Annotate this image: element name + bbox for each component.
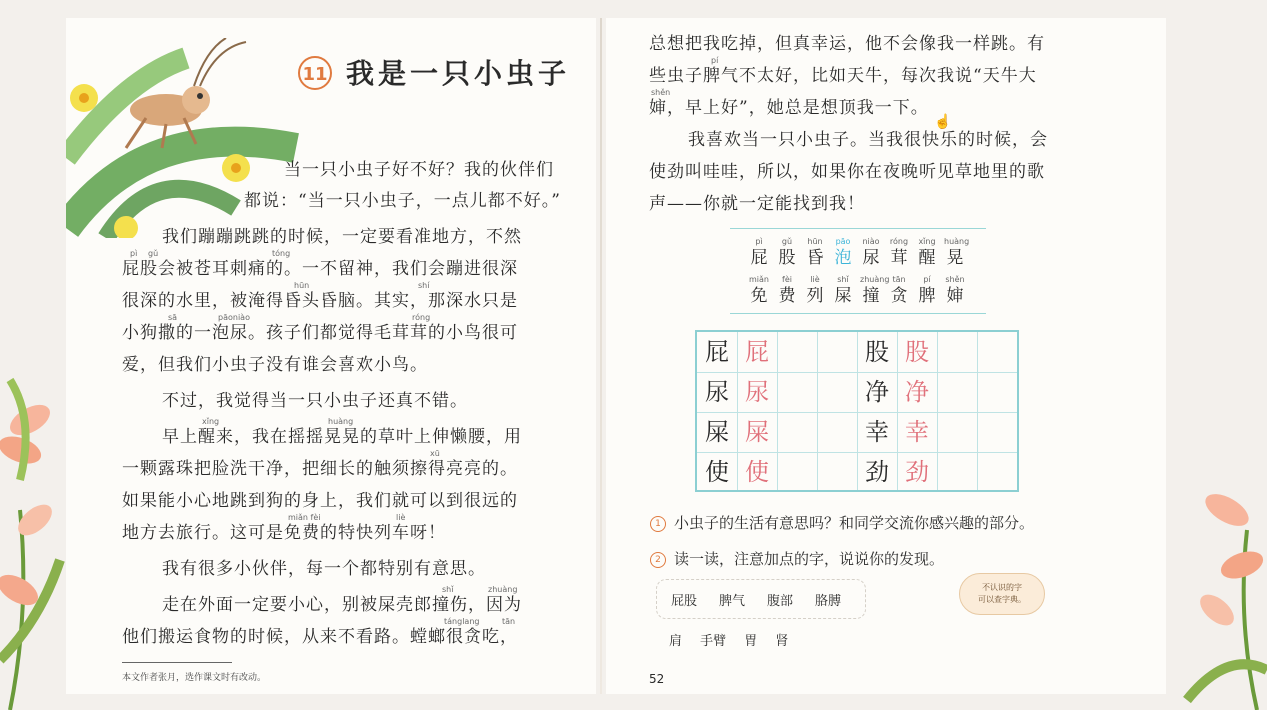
vocabulary-row-2 (748, 275, 966, 306)
word-group-2: 肩 手臂 胃 肾 (669, 634, 789, 649)
vocab-pinyin: shǐ (837, 275, 849, 284)
vocab-pinyin: pāo (835, 237, 851, 246)
vocab-pinyin: tān (892, 275, 906, 284)
grid-model-character: 幸 (865, 418, 889, 446)
question-2-text: 读一读，注意加点的字，说说你的发现。 (674, 550, 945, 568)
vocab-item (944, 275, 966, 306)
vocab-item (944, 237, 970, 268)
left-line-text: 一颗露珠把脸洗干净，把细长的触须擦得亮亮的。 (122, 459, 518, 479)
vocab-character: 费 (778, 286, 796, 306)
grid-model-character: 尿 (705, 378, 729, 406)
vocab-character: 撞 (862, 286, 880, 306)
grid-trace-character: 幸 (905, 418, 929, 446)
vocab-item (860, 275, 890, 306)
lesson-number-badge: 11 (298, 56, 332, 90)
word-item: 脾气 (719, 594, 746, 609)
pinyin-annotation: sā (168, 313, 178, 322)
right-line-text: 我喜欢当一只小虫子。当我很快乐的时候，会 (688, 130, 1048, 150)
vocab-character: 贪 (890, 286, 908, 306)
vocab-character: 股 (778, 248, 796, 268)
left-line-1 (284, 160, 554, 180)
vocab-character: 脾 (918, 286, 936, 306)
right-line-1 (649, 34, 1045, 54)
pinyin-annotation: tóng (272, 249, 291, 258)
grid-trace-character: 屎 (745, 418, 769, 446)
vocab-character: 屎 (834, 286, 852, 306)
left-line-text: 我有很多小伙伴，每一个都特别有意思。 (162, 559, 486, 579)
grid-line (937, 332, 938, 490)
left-line-2 (244, 191, 561, 211)
vocab-pinyin: róng (889, 237, 909, 246)
left-line-text: 早上醒来，我在摇摇晃晃的草叶上伸懒腰，用 (162, 427, 522, 447)
vocab-pinyin: niào (862, 237, 880, 246)
left-line-text: 爱，但我们小虫子没有谁会喜欢小鸟。 (122, 355, 428, 375)
right-line-3 (649, 88, 929, 118)
footnote-rule (122, 662, 232, 663)
question-1 (650, 512, 1034, 533)
vocab-item (832, 237, 854, 268)
vocab-pinyin: hūn (807, 237, 823, 246)
vocab-item (804, 275, 826, 306)
vocab-item (860, 237, 882, 268)
left-line-10 (122, 449, 518, 479)
page-spine (600, 18, 602, 694)
vocab-pinyin: fèi (782, 275, 792, 284)
pinyin-annotation: shǐ (442, 585, 454, 594)
grid-line (777, 332, 778, 490)
vocab-item (776, 275, 798, 306)
question-1-icon: 1 (650, 516, 666, 532)
vocab-pinyin: pì (755, 237, 763, 246)
grid-model-character: 劲 (865, 458, 889, 486)
pinyin-annotation: xǐng (202, 417, 220, 426)
vocab-item (748, 275, 770, 306)
left-line-4 (122, 249, 518, 279)
word-item: 腹部 (767, 594, 794, 609)
pinyin-annotation: shěn (651, 88, 671, 97)
left-line-text: 地方去旅行。这可是免费的特快列车呀！ (122, 523, 446, 543)
vocab-character: 晃 (946, 248, 964, 268)
grid-model-character: 股 (865, 338, 889, 366)
pinyin-annotation: pì (130, 249, 138, 258)
left-line-9 (162, 417, 522, 447)
pinyin-annotation: liè (396, 513, 406, 522)
vocab-pinyin: pí (923, 275, 931, 284)
vocab-pinyin: xǐng (918, 237, 936, 246)
vocab-pinyin: liè (810, 275, 820, 284)
vocab-pinyin: shěn (945, 275, 965, 284)
grid-model-character: 屁 (705, 338, 729, 366)
vocab-character: 屁 (750, 248, 768, 268)
grid-trace-character: 净 (905, 378, 929, 406)
vocab-character: 泡 (834, 248, 852, 268)
right-line-text: 婶，早上好”，她总是想顶我一下。 (649, 98, 929, 118)
pinyin-annotation: hūn (294, 281, 310, 290)
lesson-title: 我是一只小虫子 (346, 57, 571, 90)
right-line-4 (688, 130, 1048, 150)
pinyin-annotation: pí (711, 56, 719, 65)
pinyin-annotation: shí (418, 281, 430, 290)
word-group-1 (656, 579, 866, 619)
grid-trace-character: 劲 (905, 458, 929, 486)
vocab-pinyin: gǔ (781, 237, 793, 246)
grid-line (977, 332, 978, 490)
grid-line (817, 332, 818, 490)
left-line-text: 很深的水里，被淹得昏头昏脑。其实，那深水只是 (122, 291, 518, 311)
vocabulary-box (730, 228, 986, 314)
right-page (606, 18, 1166, 694)
grid-model-character: 净 (865, 378, 889, 406)
vocab-character: 免 (750, 286, 768, 306)
vocab-character: 列 (806, 286, 824, 306)
word-item: 胳膊 (815, 594, 842, 609)
hint-line-2: 可以查字典。 (978, 595, 1026, 604)
pinyin-annotation: huàng (328, 417, 354, 426)
left-line-11 (122, 491, 518, 511)
left-line-3 (162, 227, 522, 247)
vocab-character: 婶 (946, 286, 964, 306)
left-line-8 (162, 391, 468, 411)
vocab-character: 茸 (890, 248, 908, 268)
question-1-text: 小虫子的生活有意思吗？和同学交流你感兴趣的部分。 (674, 514, 1035, 532)
flower-decoration-left (0, 360, 66, 710)
grid-model-character: 屎 (705, 418, 729, 446)
hint-line-1: 不认识的字 (982, 583, 1022, 592)
pinyin-annotation: róng (412, 313, 431, 322)
vocab-item (832, 275, 854, 306)
left-line-6 (122, 313, 518, 343)
right-line-text: 使劲叫哇哇，所以，如果你在夜晚听见草地里的歌 (649, 162, 1045, 182)
left-line-7 (122, 355, 428, 375)
left-line-text: 他们搬运食物的时候，从来不看路。螳螂很贪吃， (122, 627, 518, 647)
vocabulary-row-1 (748, 237, 970, 268)
right-line-5 (649, 162, 1045, 182)
left-line-text: 当一只小虫子好不好？我的伙伴们 (284, 160, 554, 180)
left-line-text: 屁股会被苍耳刺痛的。一不留神，我们会蹦进很深 (122, 259, 518, 279)
grid-trace-character: 尿 (745, 378, 769, 406)
pinyin-annotation: pāoniào (218, 313, 250, 322)
pinyin-annotation: tān (502, 617, 516, 626)
pinyin-annotation: miǎn fèi (288, 513, 321, 522)
vocab-pinyin: zhuàng (860, 275, 890, 284)
grid-model-character: 使 (705, 458, 729, 486)
question-2-icon: 2 (650, 552, 666, 568)
vocab-character: 昏 (806, 248, 824, 268)
vocab-item (804, 237, 826, 268)
vocab-pinyin: huàng (944, 237, 970, 246)
vocab-item (888, 237, 910, 268)
pinyin-annotation: xū (430, 449, 440, 458)
left-line-13 (162, 559, 486, 579)
left-line-text: 小狗撒的一泡尿。孩子们都觉得毛茸茸的小鸟很可 (122, 323, 518, 343)
flower-decoration-right (1167, 470, 1267, 710)
left-line-5 (122, 281, 518, 311)
footnote: 本文作者张月，选作课文时有改动。 (122, 673, 267, 683)
vocab-item (916, 275, 938, 306)
vocab-character: 尿 (862, 248, 880, 268)
writing-grid (695, 330, 1019, 492)
left-line-text: 如果能小心地跳到狗的身上，我们就可以到很远的 (122, 491, 518, 511)
hint-bubble (959, 573, 1045, 615)
vocab-item (748, 237, 770, 268)
vocab-character: 醒 (918, 248, 936, 268)
mouse-pointer-icon: ☝ (934, 114, 952, 130)
right-line-6 (649, 194, 865, 214)
left-line-text: 走在外面一定要小心，别被屎壳郎撞伤，因为 (162, 595, 522, 615)
vocab-item (916, 237, 938, 268)
grid-trace-character: 股 (905, 338, 929, 366)
vocab-item (776, 237, 798, 268)
pinyin-annotation: gǔ (148, 249, 159, 258)
left-page (66, 18, 596, 694)
vocab-item (888, 275, 910, 306)
left-line-text: 不过，我觉得当一只小虫子还真不错。 (162, 391, 468, 411)
grid-trace-character: 使 (745, 458, 769, 486)
pinyin-annotation: zhuàng (488, 585, 518, 594)
page-number: 52 (649, 672, 665, 686)
left-line-14 (162, 585, 522, 615)
right-line-text: 些虫子脾气不太好，比如天牛，每次我说“天牛大 (649, 66, 1037, 86)
right-line-text: 总想把我吃掉，但真幸运，他不会像我一样跳。有 (649, 34, 1045, 54)
right-line-text: 声——你就一定能找到我！ (649, 194, 865, 214)
word-item: 屁股 (671, 594, 698, 609)
grid-trace-character: 屁 (745, 338, 769, 366)
pinyin-annotation: tánglang (444, 617, 480, 626)
left-line-text: 我们蹦蹦跳跳的时候，一定要看准地方，不然 (162, 227, 522, 247)
left-line-15 (122, 617, 518, 647)
vocab-pinyin: miǎn (749, 275, 769, 284)
right-line-2 (649, 56, 1037, 86)
left-line-12 (122, 513, 446, 543)
question-2 (650, 548, 944, 569)
left-line-text: 都说：“当一只小虫子，一点儿都不好。” (244, 191, 561, 211)
